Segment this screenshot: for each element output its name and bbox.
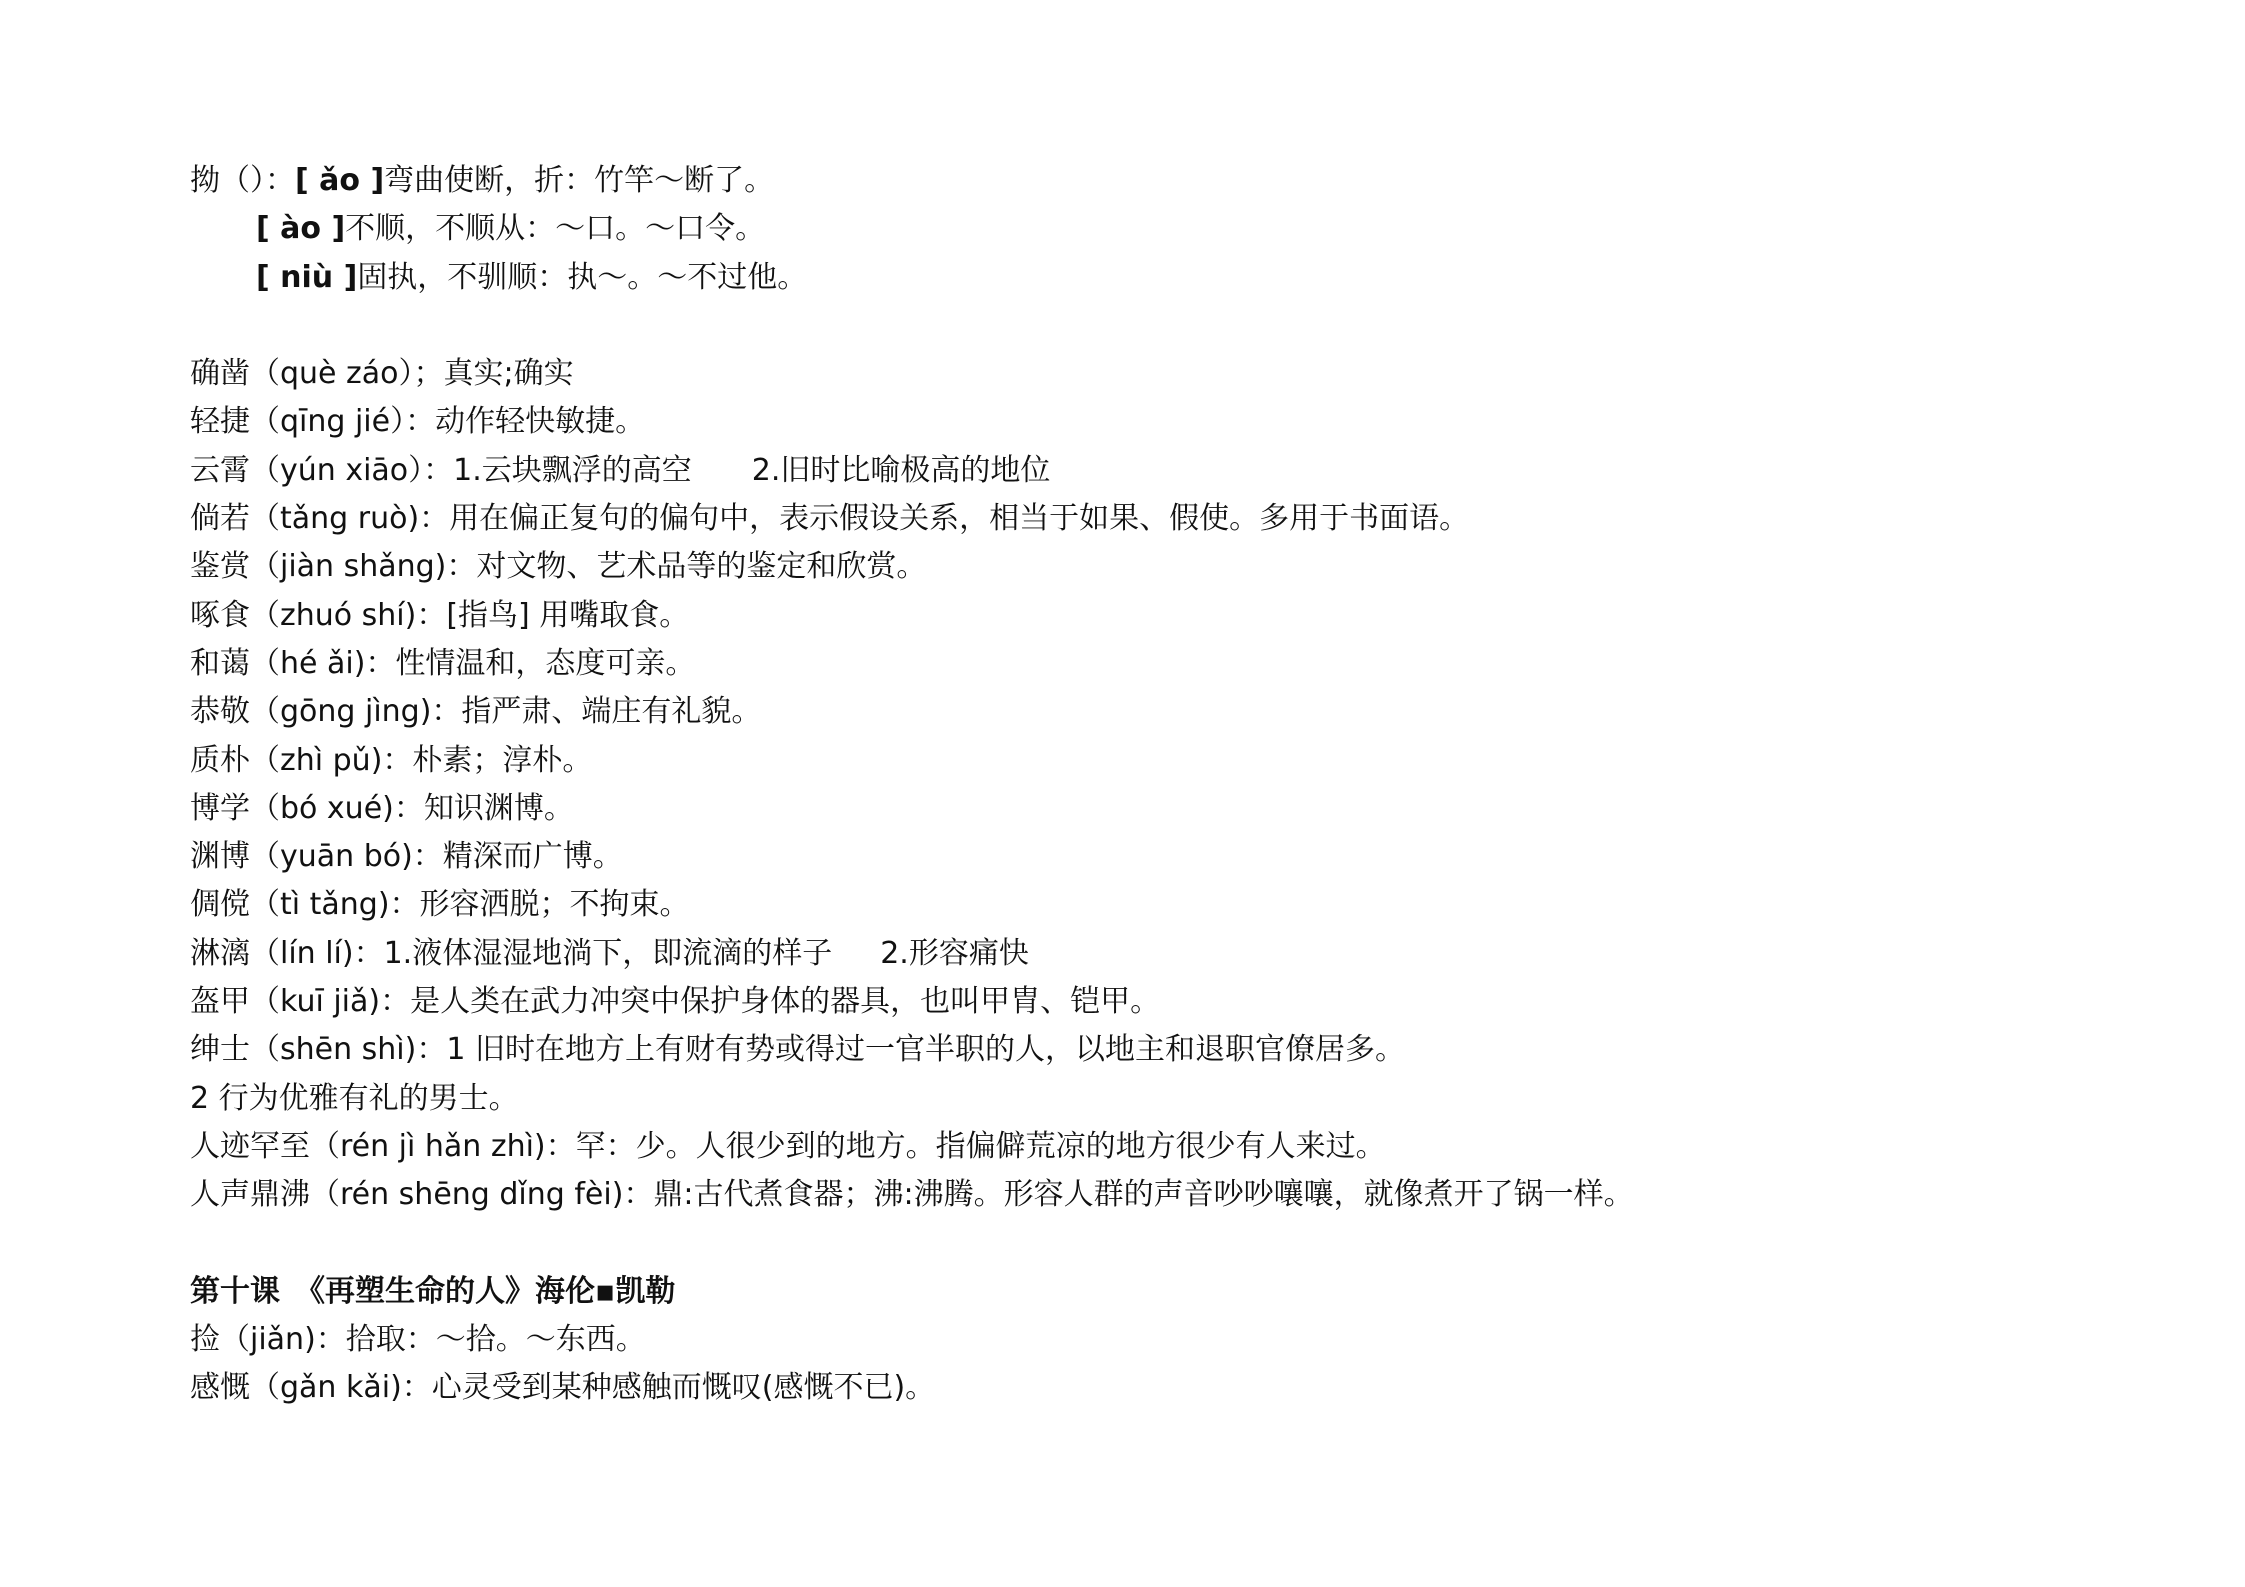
entry-ao-definition-3: 固执，不驯顺：执～。～不过他。 <box>357 259 808 295</box>
vocab-entry: 博学（bó xué)：知识渊博。 <box>190 790 574 826</box>
entry-ao-definition-1: 弯曲使断，折：竹竿～断了。 <box>384 163 775 198</box>
vocab-entry: 轻捷（qīng jié）：动作轻快敏捷。 <box>190 404 646 440</box>
vocab-entry: 鉴赏（jiàn shǎng)：对文物、艺术品等的鉴定和欣赏。 <box>190 549 927 585</box>
entry-ao-sense-2 <box>190 205 2150 253</box>
vocab-entry: 人迹罕至（rén jì hǎn zhì)：罕：少。人很少到的地方。指偏僻荒凉的地方很少有人来过。 <box>190 1128 1386 1164</box>
vocab-entry: 倜傥（tì tǎng)：形容洒脱；不拘束。 <box>190 887 690 923</box>
entry-ao-sense-3 <box>190 254 2150 302</box>
vocab-entry: 渊博（yuān bó)：精深而广博。 <box>190 839 623 875</box>
entry-ao-pronunciation-3: [ niù ] <box>256 259 358 295</box>
vocab-entry: 盔甲（kuī jiǎ)：是人类在武力冲突中保护身体的器具，也叫甲胄、铠甲。 <box>190 984 1161 1020</box>
entry-ao-pronunciation-2: [ ào ] <box>256 211 346 247</box>
vocab-entry-extra: 2.旧时比喻极高的地位 <box>751 452 1051 488</box>
entry-ao-definition-2: 不顺，不顺从：～口。～口令。 <box>345 211 766 247</box>
vocab-entry: 绅士（shēn shì)：1 旧时在地方上有财有势或得过一官半职的人，以地主和退职官僚居多。 <box>190 1032 1405 1068</box>
blank-line <box>190 1220 2150 1268</box>
vocab-entry-linli <box>190 930 2150 978</box>
vocab-entry: 确凿（què záo）；真实;确实 <box>190 356 574 392</box>
vocab-entry-text: 云霄（yún xiāo）：1.云块飘浮的高空 <box>190 452 692 488</box>
blank-line <box>190 302 2150 350</box>
entry-ao-pronunciation-1: [ ǎo ] <box>295 163 385 198</box>
lesson-heading: 第十课 《再塑生命的人》海伦▪凯勒 <box>190 1273 676 1309</box>
vocab-entry-text: 淋漓（lín lí)：1.液体湿湿地淌下，即流滴的样子 <box>190 935 833 971</box>
vocab-entry: 和蔼（hé ǎi)：性情温和，态度可亲。 <box>190 645 696 681</box>
vocab-entry: 质朴（zhì pǔ)：朴素；淳朴。 <box>190 742 593 778</box>
vocab-entry: 恭敬（gōng jìng)：指严肃、端庄有礼貌。 <box>190 694 762 730</box>
lesson-vocab-entry: 感慨（gǎn kǎi)：心灵受到某种感触而慨叹(感慨不已)。 <box>190 1370 936 1406</box>
vocab-entry: 人声鼎沸（rén shēng dǐng fèi)：鼎:古代煮食器；沸:沸腾。形容人群的声音吵吵嚷嚷，就像煮开了锅一样。 <box>190 1177 1634 1213</box>
entry-ao-head: 拗（）： <box>190 163 295 198</box>
entry-ao <box>190 157 2150 205</box>
vocab-entry-yunxiao <box>190 447 2150 495</box>
vocab-entry: 倘若（tǎng ruò)：用在偏正复句的偏句中，表示假设关系，相当于如果、假使。多用于书面语。 <box>190 501 1470 537</box>
vocab-entry: 2 行为优雅有礼的男士。 <box>190 1080 519 1116</box>
vocab-entry: 啄食（zhuó shí)：[指鸟] 用嘴取食。 <box>190 597 690 633</box>
document-page <box>190 157 2150 1413</box>
vocab-entry-extra: 2.形容痛快 <box>880 935 1029 971</box>
lesson-vocab-entry: 捡（jiǎn)：拾取：～拾。～东西。 <box>190 1322 646 1358</box>
